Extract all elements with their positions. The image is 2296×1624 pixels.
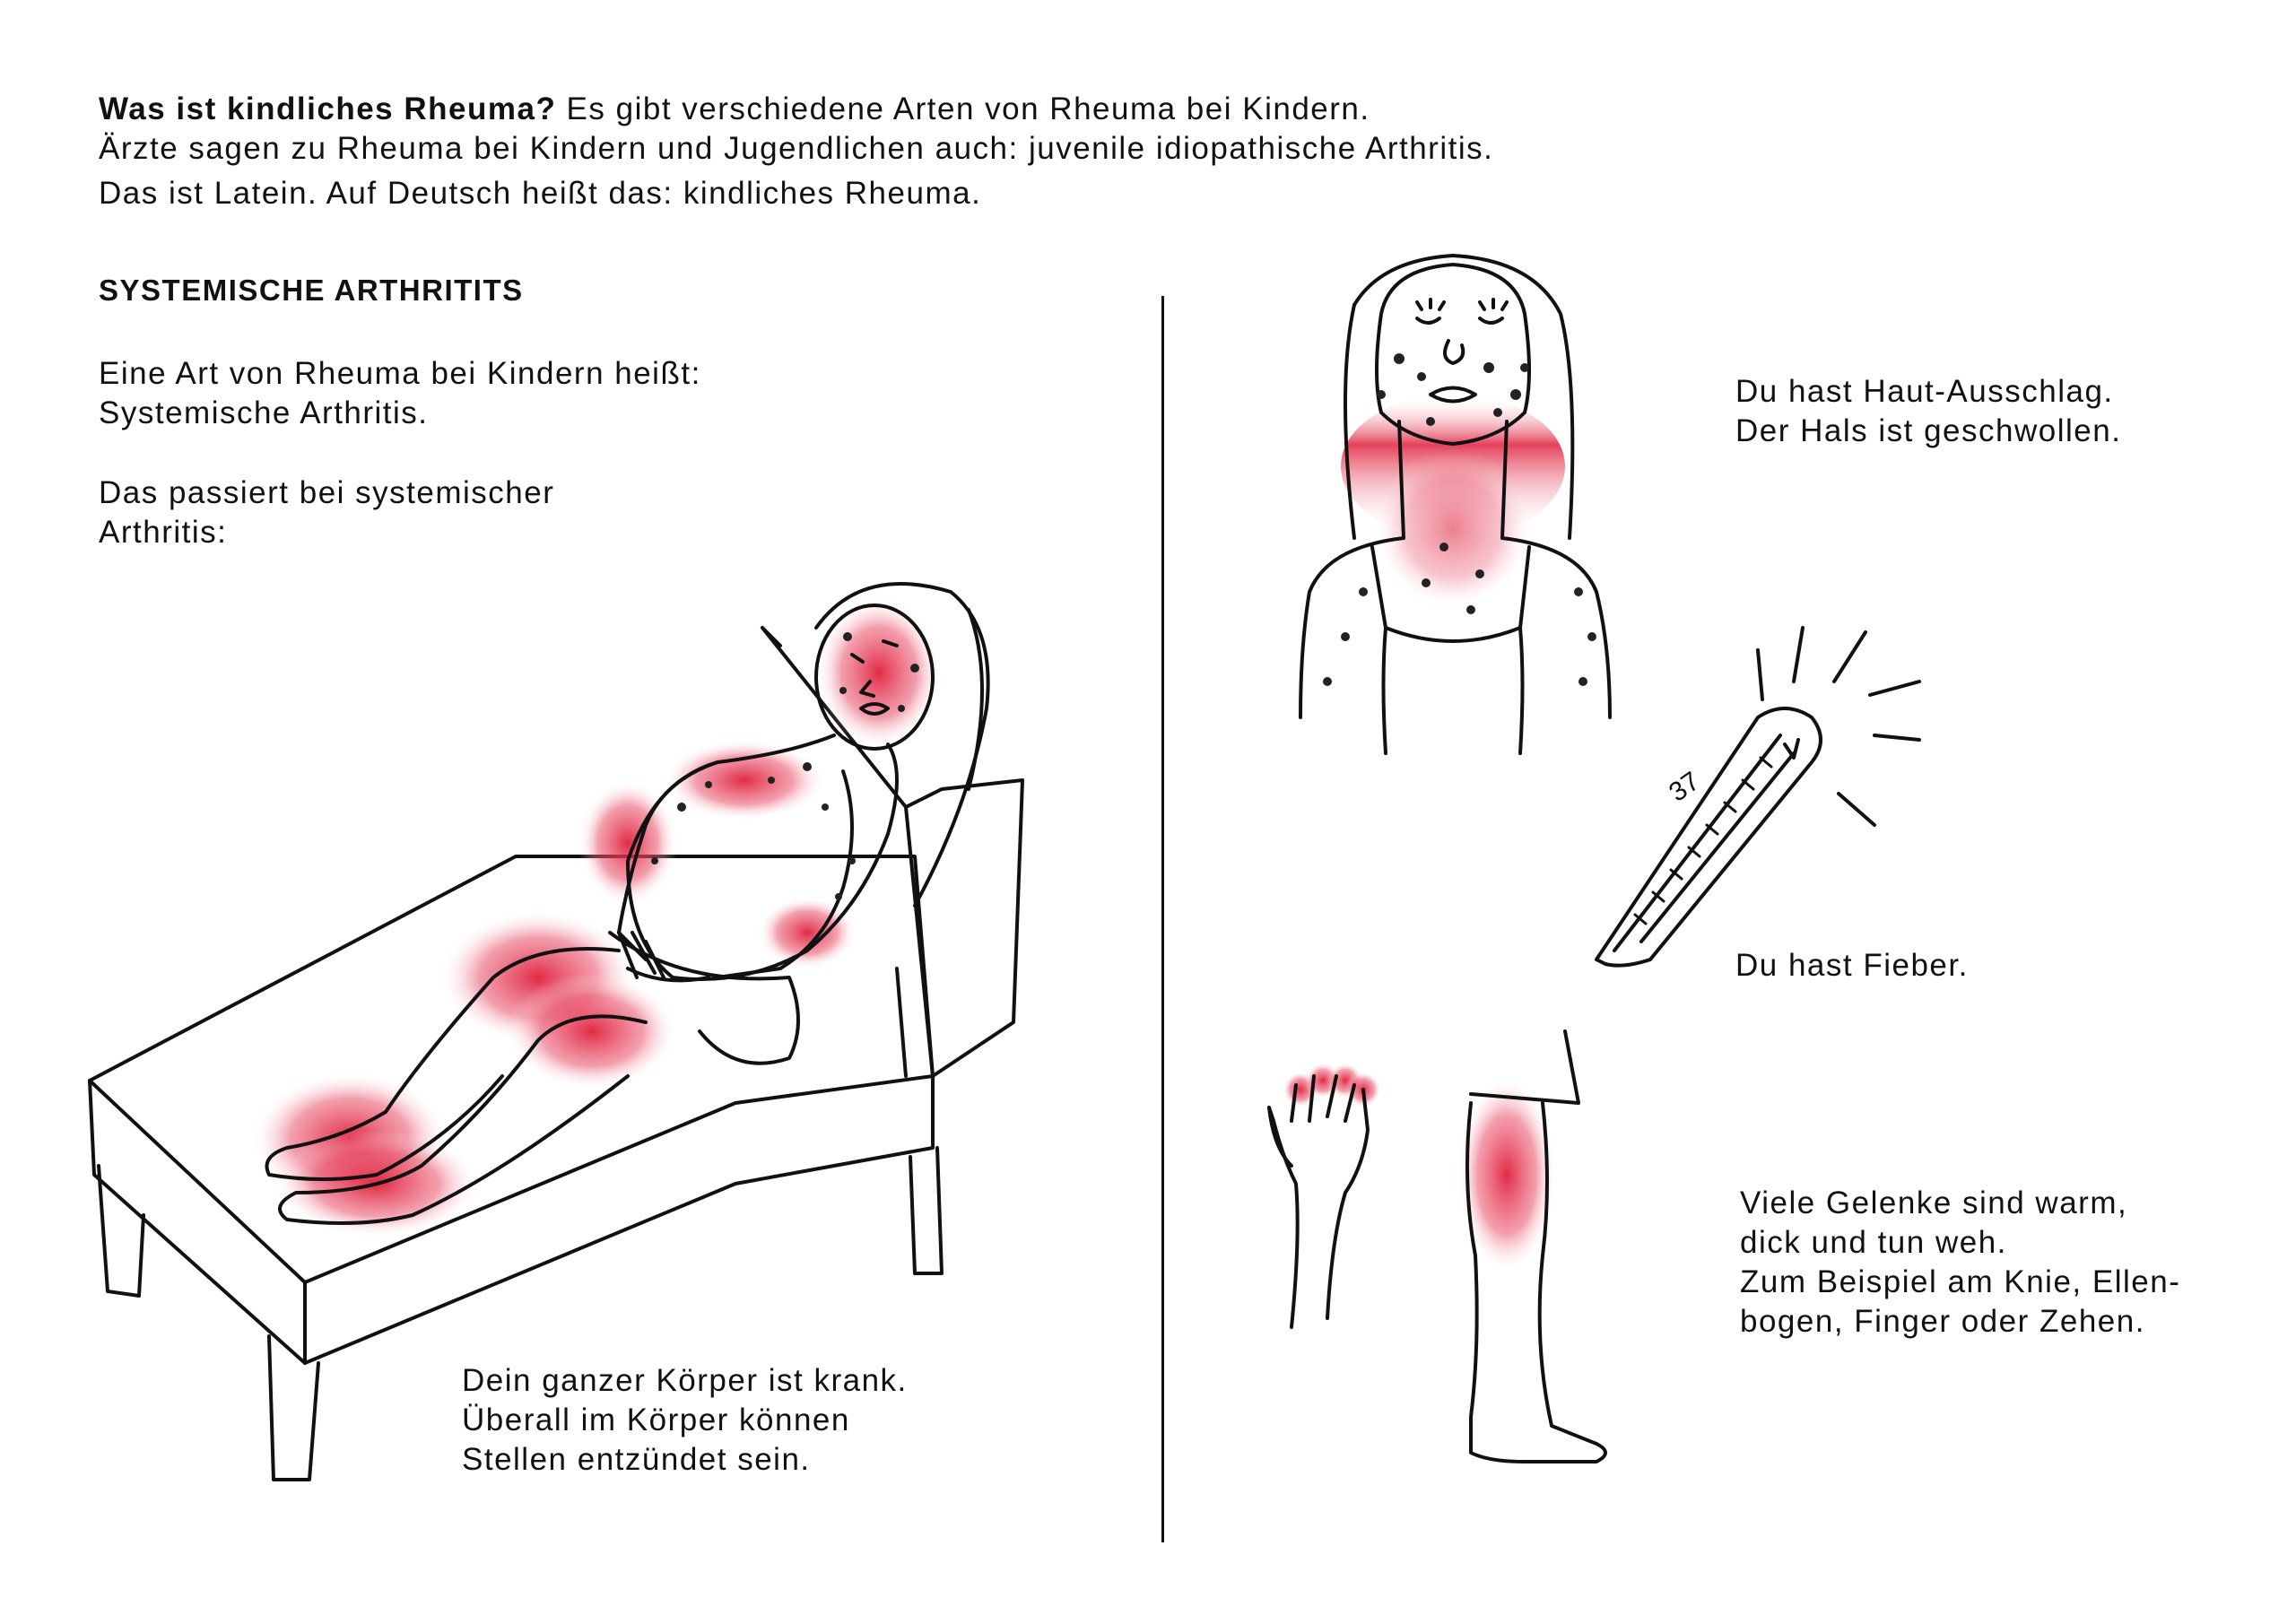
- caption-rash-line-2: Der Hals ist geschwollen.: [1735, 413, 2122, 448]
- para-2-line-2: Arthritis:: [99, 515, 228, 550]
- thermometer-drawing: [1596, 628, 1919, 966]
- caption-fever: Du hast Fieber.: [1735, 948, 1969, 983]
- para-1-line-2: Systemische Arthritis.: [99, 395, 429, 430]
- caption-whole-body: [462, 1361, 908, 1480]
- intro-line-3: Das ist Latein. Auf Deutsch heißt das: kindliches Rheuma.: [99, 176, 982, 211]
- hand-drawing: [1269, 1076, 1368, 1327]
- caption-joints-line-3: Zum Beispiel am Knie, Ellen-: [1740, 1264, 2181, 1299]
- caption-rash: [1735, 372, 2121, 451]
- para-2-line-1: Das passiert bei systemischer: [99, 475, 555, 510]
- caption-whole-body-line-1: Dein ganzer Körper ist krank.: [462, 1363, 908, 1398]
- intro-question: Was ist kindliches Rheuma?: [99, 91, 557, 126]
- para-1-line-1: Eine Art von Rheuma bei Kindern heißt:: [99, 356, 701, 391]
- intro-line-1-rest: Es gibt verschiedene Arten von Rheuma bei Kindern.: [556, 91, 1370, 126]
- thermometer-label: 37: [1664, 766, 1706, 808]
- caption-joints-line-4: bogen, Finger oder Zehen.: [1740, 1304, 2145, 1339]
- section-heading: SYSTEMISCHE ARTHRITITS: [99, 274, 524, 307]
- caption-joints-line-2: dick und tun weh.: [1740, 1225, 2007, 1260]
- rash-portrait-inflammation: [1341, 395, 1565, 610]
- caption-joints-line-1: Viele Gelenke sind warm,: [1740, 1185, 2128, 1220]
- caption-joints: [1740, 1184, 2180, 1342]
- caption-rash-line-1: Du hast Haut-Ausschlag.: [1735, 374, 2114, 409]
- intro-line-2: Ärzte sagen zu Rheuma bei Kindern und Jugendlichen auch: juvenile idiopathische Arthritis.: [99, 131, 1494, 166]
- caption-whole-body-line-2: Überall im Körper können: [462, 1403, 850, 1437]
- caption-whole-body-line-3: Stellen entzündet sein.: [462, 1442, 811, 1477]
